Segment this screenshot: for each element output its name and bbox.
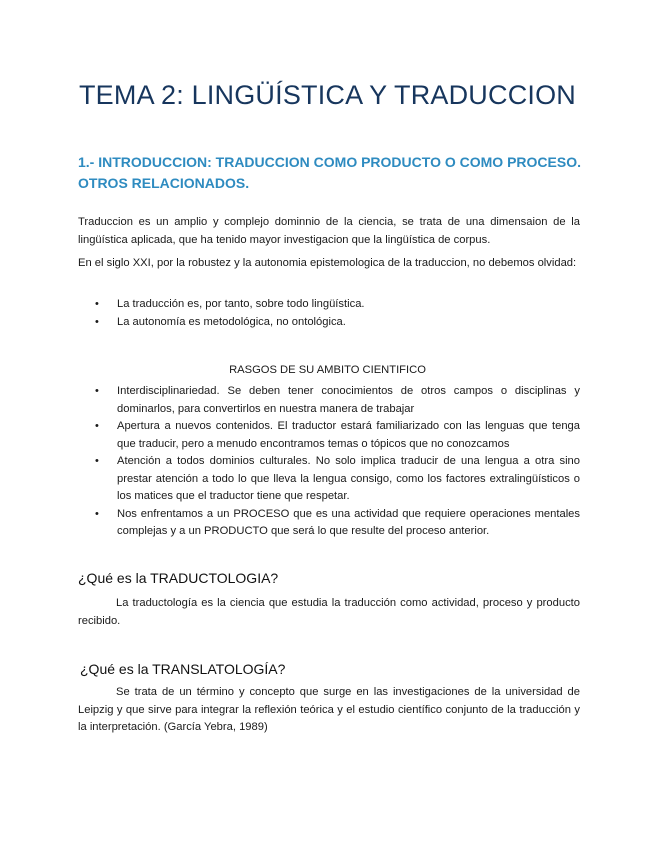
list-item-text: La traducción es, por tanto, sobre todo lingüística. bbox=[117, 298, 365, 310]
intro-paragraph: Traduccion es un amplio y complejo dominnio de la ciencia, se trata de una dimensaion de la lingüística aplicada, que ha tenido mayor investigacion que la lingüística de corpus. bbox=[78, 216, 580, 246]
bullet-icon: • bbox=[95, 420, 99, 432]
traductologia-heading: ¿Qué es la TRADUCTOLOGIA? bbox=[78, 570, 279, 586]
rasgos-heading: RASGOS DE SU AMBITO CIENTIFICO bbox=[229, 364, 426, 376]
translatologia-paragraph: Se trata de un término y concepto que surge en las investigaciones de la universidad de Leipzig y que sirve para integrar la reflexión teórica y el estudio científico conjunto de la traducción y la interpretación. (García Yebra, 1989) bbox=[78, 686, 580, 733]
traductologia-paragraph: La traductología es la ciencia que estudia la traducción como actividad, proceso y producto recibido. bbox=[78, 597, 580, 627]
list-item-text: La autonomía es metodológica, no ontológica. bbox=[117, 315, 346, 328]
list-item bbox=[78, 418, 580, 453]
list-item-text: Apertura a nuevos contenidos. El traductor estará familiarizado con las lenguas que tenga que traducir, pero a menudo encontramos temas o tópicos que no conozcamos bbox=[117, 420, 580, 450]
autonomy-list bbox=[78, 296, 580, 331]
bullet-icon: • bbox=[95, 507, 99, 520]
document-title: TEMA 2: LINGÜÍSTICA Y TRADUCCION bbox=[78, 80, 576, 110]
list-item bbox=[78, 314, 580, 332]
bullet-icon: • bbox=[95, 315, 99, 328]
list-item bbox=[78, 296, 580, 314]
list-item-text: Nos enfrentamos a un PROCESO que es una actividad que requiere operaciones mentales complejas y a un PRODUCTO que será lo que resulte del proceso anterior. bbox=[117, 507, 580, 537]
list-item-text: Atención a todos dominios culturales. No solo implica traducir de una lengua a otra sino prestar atención a todo lo que lleva la lengua consigo, como los factores extralingüísticos o los matices que el traductor tiene que respetar. bbox=[117, 455, 580, 502]
list-item bbox=[78, 453, 580, 506]
translatologia-heading: ¿Qué es la TRANSLATOLOGÍA? bbox=[80, 661, 286, 677]
list-item bbox=[78, 506, 580, 541]
siglo-paragraph: En el siglo XXI, por la robustez y la autonomia epistemologica de la traduccion, no debemos olvidad: bbox=[78, 257, 577, 269]
section-heading-introduccion: 1.- INTRODUCCION: TRADUCCION COMO PRODUCTO O COMO PROCESO. OTROS RELACIONADOS. bbox=[78, 154, 581, 191]
list-item-text: Interdisciplinariedad. Se deben tener conocimientos de otros campos o disciplinas y dominarlos, para convertirlos en nuestra manera de trabajar bbox=[117, 385, 580, 415]
bullet-icon: • bbox=[95, 298, 99, 310]
bullet-icon: • bbox=[95, 385, 99, 397]
bullet-icon: • bbox=[95, 455, 99, 467]
rasgos-list bbox=[78, 383, 580, 541]
list-item bbox=[78, 383, 580, 418]
